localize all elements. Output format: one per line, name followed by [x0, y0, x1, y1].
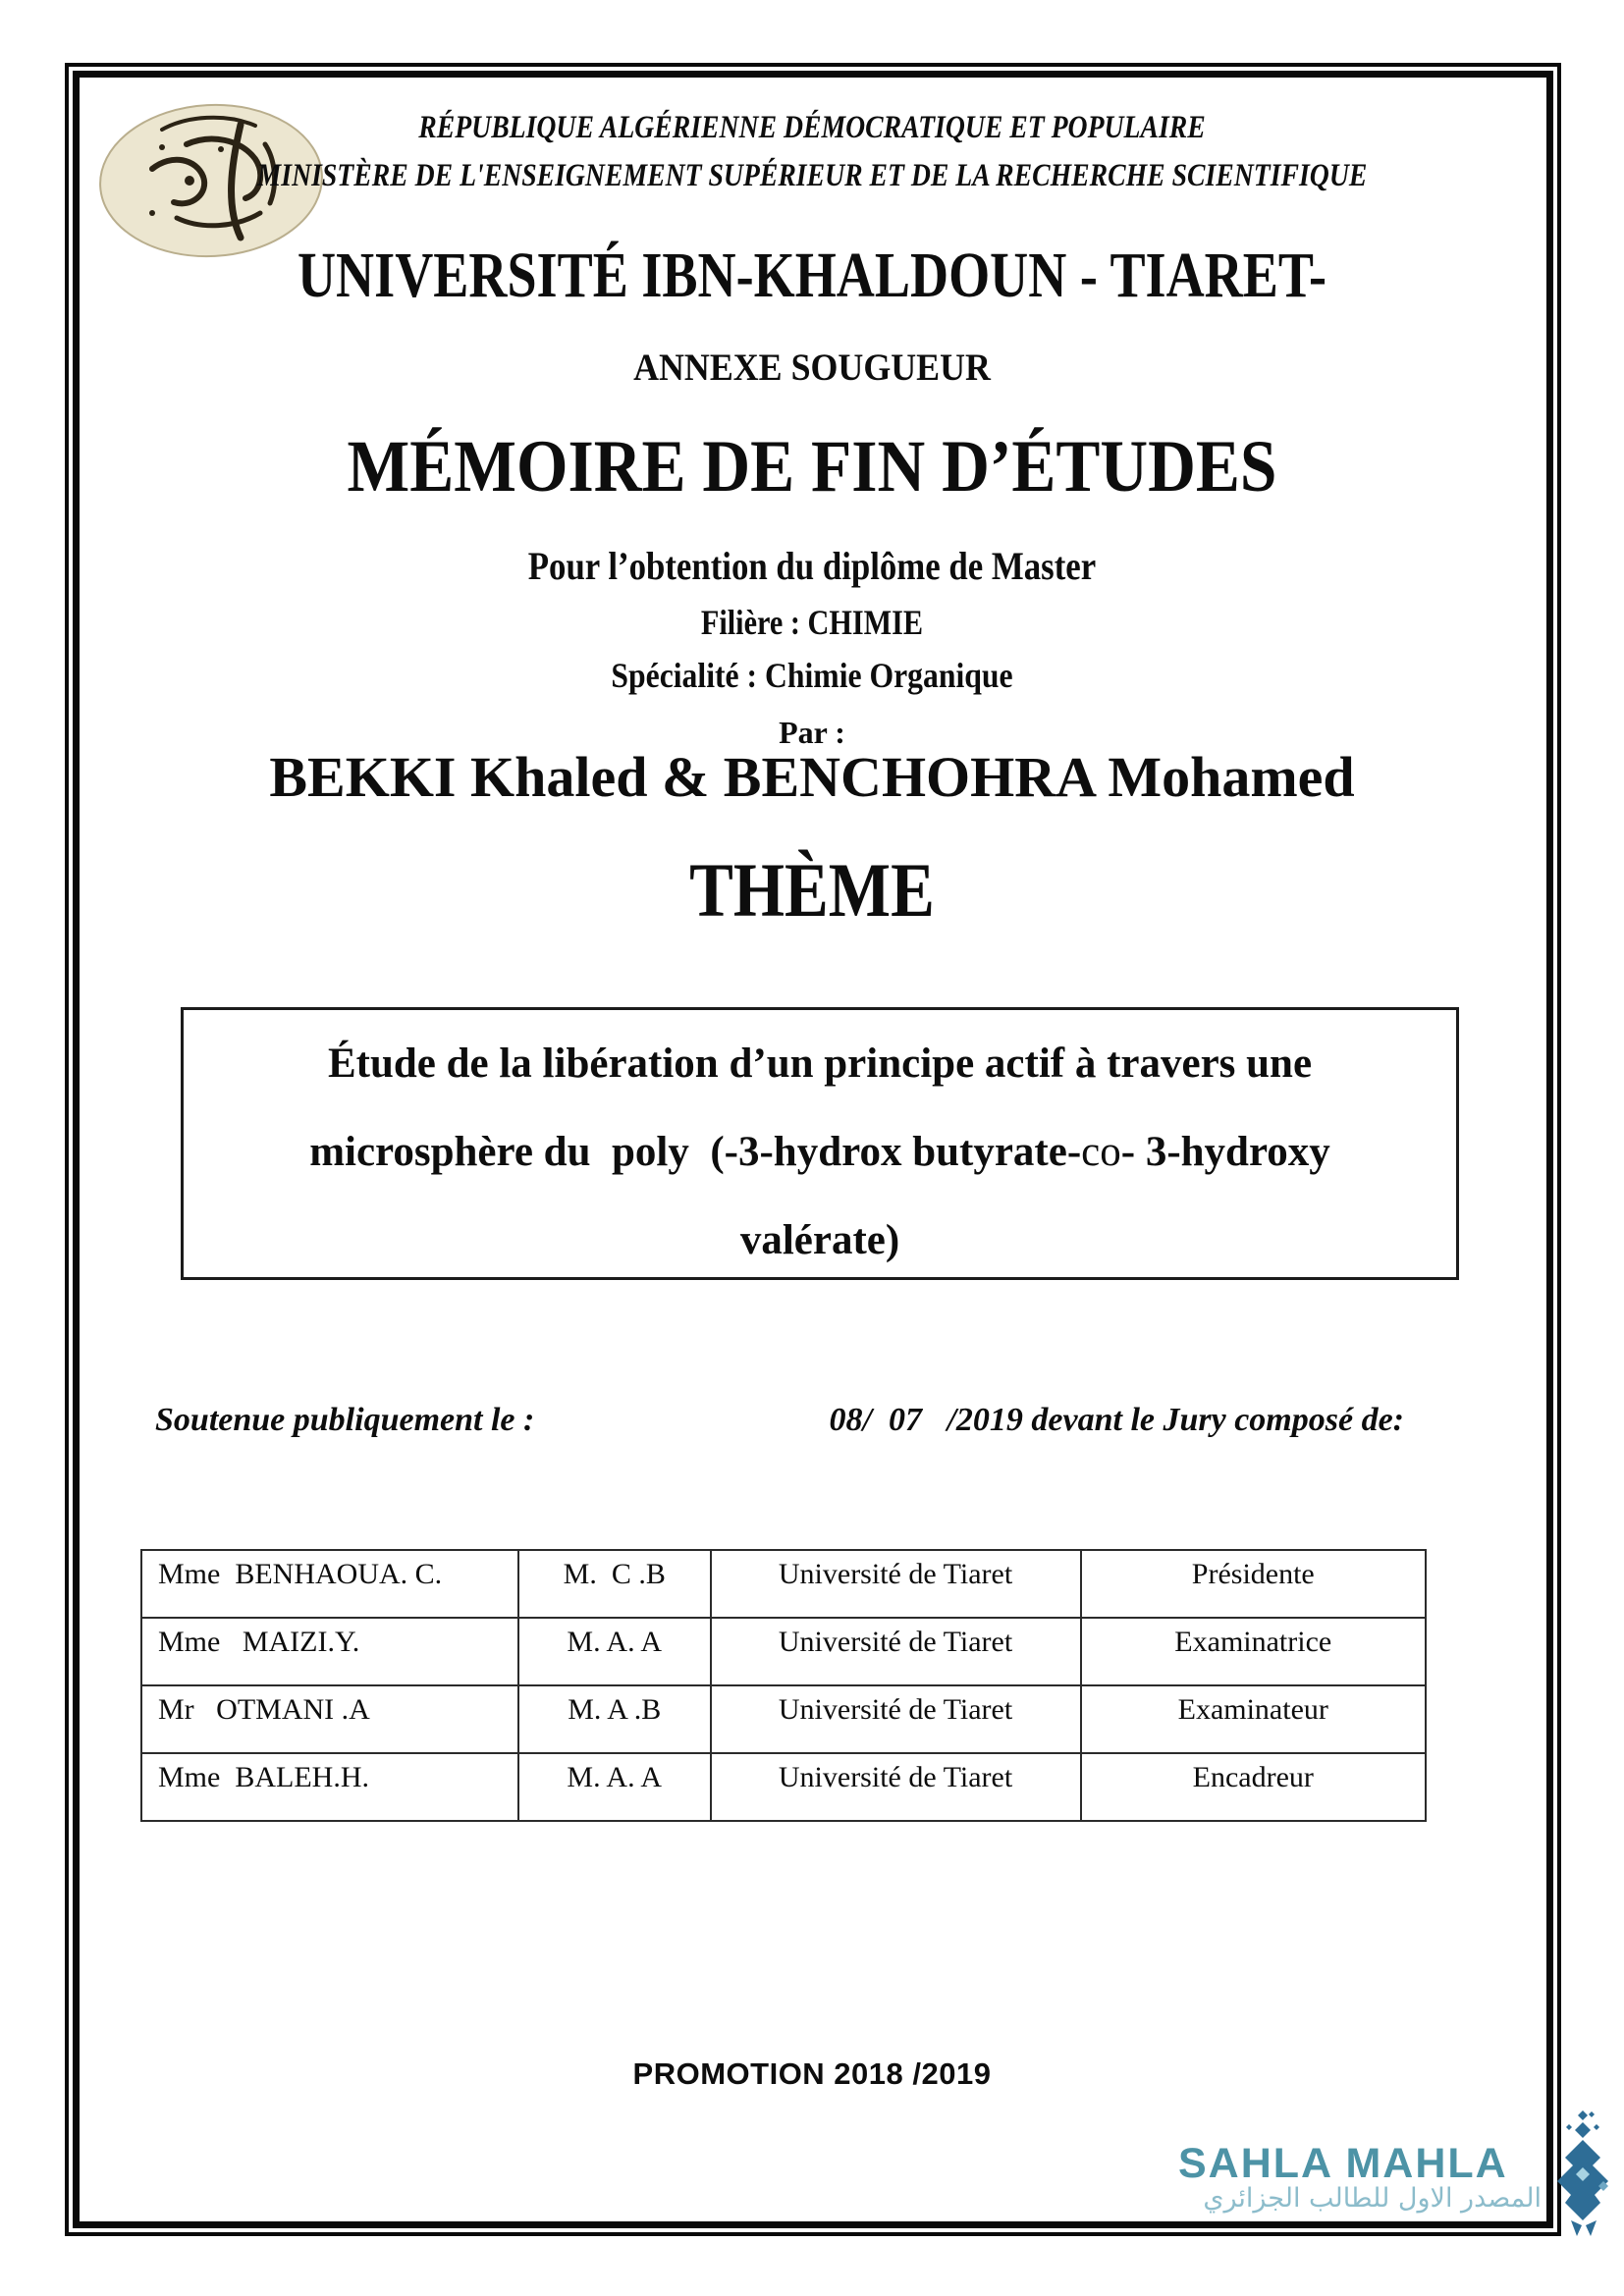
table-row: [141, 1685, 1426, 1753]
theme-box: [181, 1007, 1459, 1280]
theme-heading: THÈME: [689, 847, 935, 933]
republic-header: RÉPUBLIQUE ALGÉRIENNE DÉMOCRATIQUE ET POPULAIRE: [418, 110, 1206, 145]
specialite-line: Spécialité : Chimie Organique: [611, 656, 1013, 695]
jury-table: [140, 1549, 1427, 1822]
ministry-header: MINISTÈRE DE L'ENSEIGNEMENT SUPÉRIEUR ET DE LA RECHERCHE SCIENTIFIQUE: [256, 158, 1368, 193]
jury-university-cell: Université de Tiaret: [711, 1618, 1081, 1685]
jury-grade-cell: M. A .B: [518, 1685, 711, 1753]
filiere-line: Filière : CHIMIE: [700, 603, 924, 642]
watermark-brand: SAHLA MAHLA: [1178, 2140, 1508, 2187]
table-row: [141, 1753, 1426, 1821]
sahla-mahla-logo: [1543, 2110, 1624, 2242]
theme-line-2c: - 3-hydroxy: [1120, 1129, 1330, 1175]
annexe-subtitle: ANNEXE SOUGUEUR: [633, 347, 991, 389]
theme-line-2a: microsphère du poly (-3-hydrox butyrate-: [309, 1129, 1082, 1175]
authors-line: BEKKI Khaled & BENCHOHRA Mohamed: [269, 745, 1355, 809]
jury-name-cell: Mme MAIZI.Y.: [141, 1618, 518, 1685]
jury-role-cell: Examinateur: [1081, 1685, 1426, 1753]
theme-line-2-co: co: [1081, 1129, 1121, 1175]
table-row: [141, 1618, 1426, 1685]
document-type-title: MÉMOIRE DE FIN D’ÉTUDES: [347, 426, 1277, 507]
diploma-purpose: Pour l’obtention du diplôme de Master: [527, 544, 1097, 588]
jury-role-cell: Examinatrice: [1081, 1618, 1426, 1685]
jury-grade-cell: M. C .B: [518, 1550, 711, 1618]
jury-university-cell: Université de Tiaret: [711, 1685, 1081, 1753]
defense-line: [155, 1402, 1404, 1439]
jury-role-cell: Présidente: [1081, 1550, 1426, 1618]
jury-university-cell: Université de Tiaret: [711, 1550, 1081, 1618]
jury-name-cell: Mme BENHAOUA. C.: [141, 1550, 518, 1618]
theme-line-1: Étude de la libération d’un principe actif à travers une: [327, 1041, 1313, 1087]
jury-name-cell: Mr OTMANI .A: [141, 1685, 518, 1753]
theme-line-3: valérate): [739, 1217, 900, 1263]
jury-university-cell: Université de Tiaret: [711, 1753, 1081, 1821]
jury-role-cell: Encadreur: [1081, 1753, 1426, 1821]
table-row: [141, 1550, 1426, 1618]
theme-line-2: [184, 1108, 1456, 1197]
par-label: Par :: [779, 715, 845, 750]
defense-date-jury: 08/ 07 /2019 devant le Jury composé de:: [829, 1402, 1404, 1438]
jury-name-cell: Mme BALEH.H.: [141, 1753, 518, 1821]
jury-grade-cell: M. A. A: [518, 1618, 711, 1685]
defense-label: Soutenue publiquement le :: [155, 1402, 535, 1438]
promotion-line: PROMOTION 2018 /2019: [632, 2056, 992, 2091]
jury-grade-cell: M. A. A: [518, 1753, 711, 1821]
university-title: UNIVERSITÉ IBN-KHALDOUN - TIARET-: [297, 240, 1327, 311]
watermark-tagline: المصدر الاول للطالب الجزائري: [1203, 2183, 1542, 2214]
